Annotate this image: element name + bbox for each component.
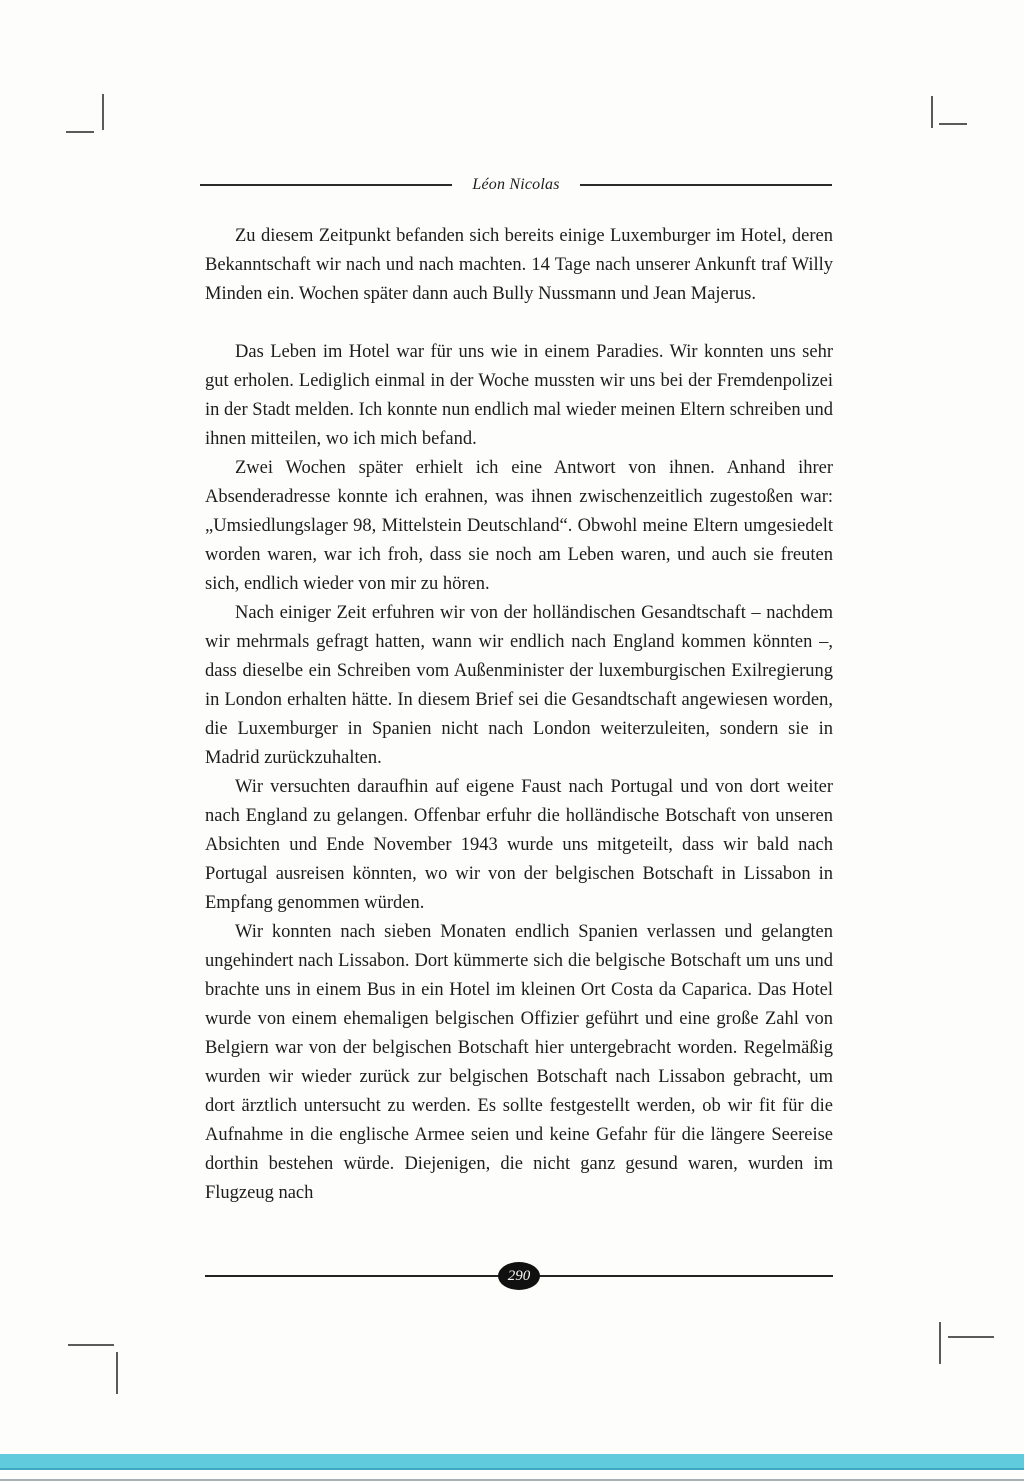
paragraph: Zu diesem Zeitpunkt befanden sich bereits einige Luxemburger im Hotel, deren Bekanntschaft wir nach und nach machten. 14 Tage nach unserer Ankunft traf Willy Minden ein. Wochen später dann auch Bully Nussmann und Jean Majerus. [205, 226, 833, 304]
paragraph: Nach einiger Zeit erfuhren wir von der holländischen Gesandtschaft – nachdem wir mehrmals gefragt hatten, wann wir endlich nach England kommen könnten –, dass dieselbe ein Schreiben vom Außenminister der luxemburgischen Exilregierung in London erhalten hätte. In diesem Brief sei die Gesandtschaft angewiesen worden, die Luxemburger in Spanien nicht nach London weiterzuleiten, sondern sie in Madrid zurückzuhalten. [205, 603, 833, 768]
page-header [200, 176, 832, 194]
footer-rule-right [539, 1275, 833, 1277]
crop-mark-top-left-vertical [102, 94, 104, 130]
crop-mark-top-right-horizontal [939, 123, 967, 125]
running-head-author: Léon Nicolas [472, 176, 560, 193]
paragraph: Das Leben im Hotel war für uns wie in einem Paradies. Wir konnten uns sehr gut erholen. Lediglich einmal in der Woche mussten wir uns bei der Fremdenpolizei in der Stadt melden. Ich konnte nun endlich mal wieder meinen Eltern schreiben und ihnen mitteilen, wo ich mich befand. [205, 342, 833, 449]
scan-edge-line [0, 1479, 1024, 1481]
crop-mark-top-left-horizontal [66, 131, 94, 133]
crop-mark-bottom-left-horizontal [68, 1344, 114, 1346]
page-number-badge: 290 [498, 1262, 540, 1290]
page-footer [205, 1262, 833, 1290]
paragraph: Wir konnten nach sieben Monaten endlich Spanien verlassen und gelangten ungehindert nach Lissabon. Dort kümmerte sich die belgische Botschaft um uns und brachte uns in einem Bus in ein Hotel im kleinen Ort Costa da Caparica. Das Hotel wurde von einem ehemaligen belgischen Offizier geführt und eine große Zahl von Belgiern war von der belgischen Botschaft hier untergebracht worden. Regelmäßig wurden wir wieder zurück zur belgischen Botschaft nach Lissabon gebracht, um dort ärztlich untersucht zu werden. Es sollte festgestellt werden, ob wir fit für die Aufnahme in die englische Armee seien und keine Gefahr für die längere Seereise dorthin bestehen würde. Diejenigen, die nicht ganz gesund waren, wurden im Flugzeug nach [205, 922, 833, 1203]
header-rule-right [580, 184, 832, 186]
print-color-bar [0, 1454, 1024, 1470]
crop-mark-bottom-right-vertical [939, 1322, 941, 1364]
crop-mark-top-right-vertical [931, 96, 933, 128]
body-text [205, 222, 833, 1208]
paragraph: Zwei Wochen später erhielt ich eine Antwort von ihnen. Anhand ihrer Absenderadresse konnte ich erahnen, was ihnen zwischenzeitlich zugestoßen war: „Umsiedlungslager 98, Mittelstein Deutschland“. Obwohl meine Eltern umgesiedelt worden waren, war ich froh, dass sie noch am Leben waren, und auch sie freuten sich, endlich wieder von mir zu hören. [205, 458, 833, 594]
paragraph: Wir versuchten daraufhin auf eigene Faust nach Portugal und von dort weiter nach England zu gelangen. Offenbar erfuhr die holländische Botschaft von unseren Absichten und Ende November 1943 wurde uns mitgeteilt, dass wir bald nach Portugal ausreisen könnten, wo wir von der belgischen Botschaft in Lissabon in Empfang genommen würden. [205, 777, 833, 913]
header-rule-left [200, 184, 452, 186]
crop-mark-bottom-left-vertical [116, 1352, 118, 1394]
crop-mark-bottom-right-horizontal [948, 1336, 994, 1338]
footer-rule-left [205, 1275, 499, 1277]
